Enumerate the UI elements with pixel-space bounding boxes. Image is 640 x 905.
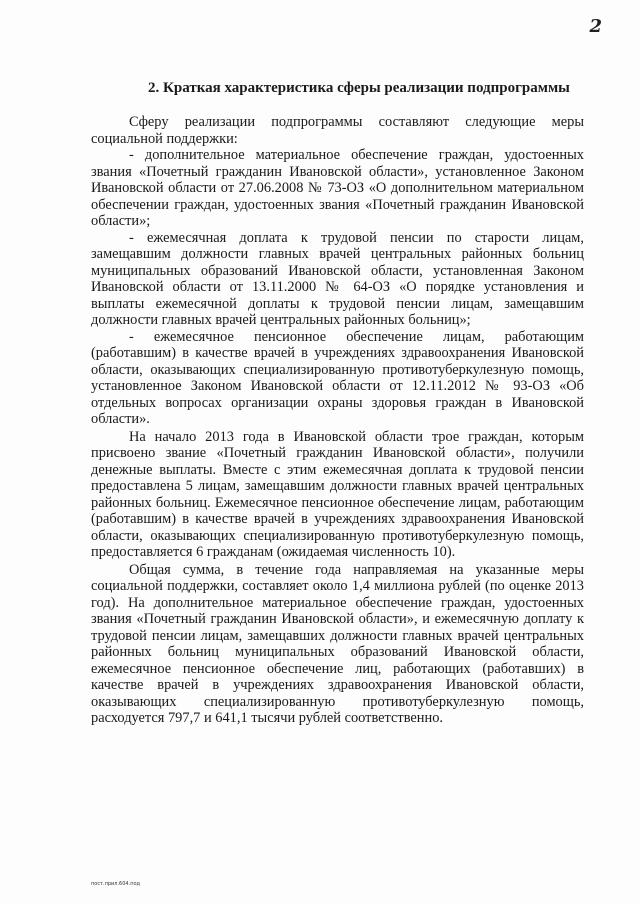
list-item-chief-doctors-supplement: - ежемесячная доплата к трудовой пенсии по старости лицам, замещавшим должности главных врачей центральных районных больниц муниципальных образований Ивановской области, установленная Законом Ивановской области от 13.11.2000 № 64-ОЗ «О порядке установления и выплаты ежемесячной доплаты к трудовой пенсии лицам, замещавшим должности главных врачей центральных районных больниц»; xyxy=(91,229,584,328)
page-number: 2 xyxy=(589,16,602,37)
list-item-tb-doctors-pension: - ежемесячное пенсионное обеспечение лицам, работающим (работавшим) в качестве врачей в учреждениях здравоохранения Ивановской области, оказывающих специализированную противотуберкулезную помощь, установленное Законом Ивановской области от 12.11.2012 № 93-ОЗ «Об отдельных вопросах организации охраны здоровья граждан в Ивановской области». xyxy=(91,328,584,427)
paragraph-intro: Сферу реализации подпрограммы составляют следующие меры социальной поддержки: xyxy=(91,114,584,147)
section-title: 2. Краткая характеристика сферы реализации подпрограммы xyxy=(148,80,570,96)
footer-code: пост.прил.604.под xyxy=(91,881,140,887)
paragraph-total-amount: Общая сумма, в течение года направляемая на указанные меры социальной поддержки, составляет около 1,4 миллиона рублей (по оценке 2013 год). На дополнительное материальное обеспечение граждан, удостоенных звания «Почетный гражданин Ивановской области», и ежемесячную доплату к трудовой пенсии лицам, замещавших должности главных врачей центральных районных больниц муниципальных образований Ивановской области, ежемесячное пенсионное обеспечение лиц, работающих (работавших) в качестве врачей в учреждениях здравоохранения Ивановской области, оказывающих специализированную противотуберкулезную помощь, расходуется 797,7 и 641,1 тысячи рублей соответственно. xyxy=(91,561,584,726)
list-item-honorary-citizen: - дополнительное материальное обеспечение граждан, удостоенных звания «Почетный гражданин Ивановской области», установленное Законом Ивановской области от 27.06.2008 № 73-ОЗ «О дополнительном материальном обеспечении граждан, удостоенных звания «Почетный гражданин Ивановской области»; xyxy=(91,147,584,229)
paragraph-recipients-2013: На начало 2013 года в Ивановской области трое граждан, которым присвоено звание «Почетный гражданин Ивановской области», получили денежные выплаты. Вместе с этим ежемесячная доплата к трудовой пенсии предоставлена 5 лицам, замещавшим должности главных врачей центральных районных больниц. Ежемесячное пенсионное обеспечение лицам, работающим (работавшим) в качестве врачей в учреждениях здравоохранения Ивановской области, оказывающих специализированную противотуберкулезную помощь, предоставляется 6 гражданам (ожидаемая численность 10). xyxy=(91,428,584,560)
document-body xyxy=(91,114,584,727)
